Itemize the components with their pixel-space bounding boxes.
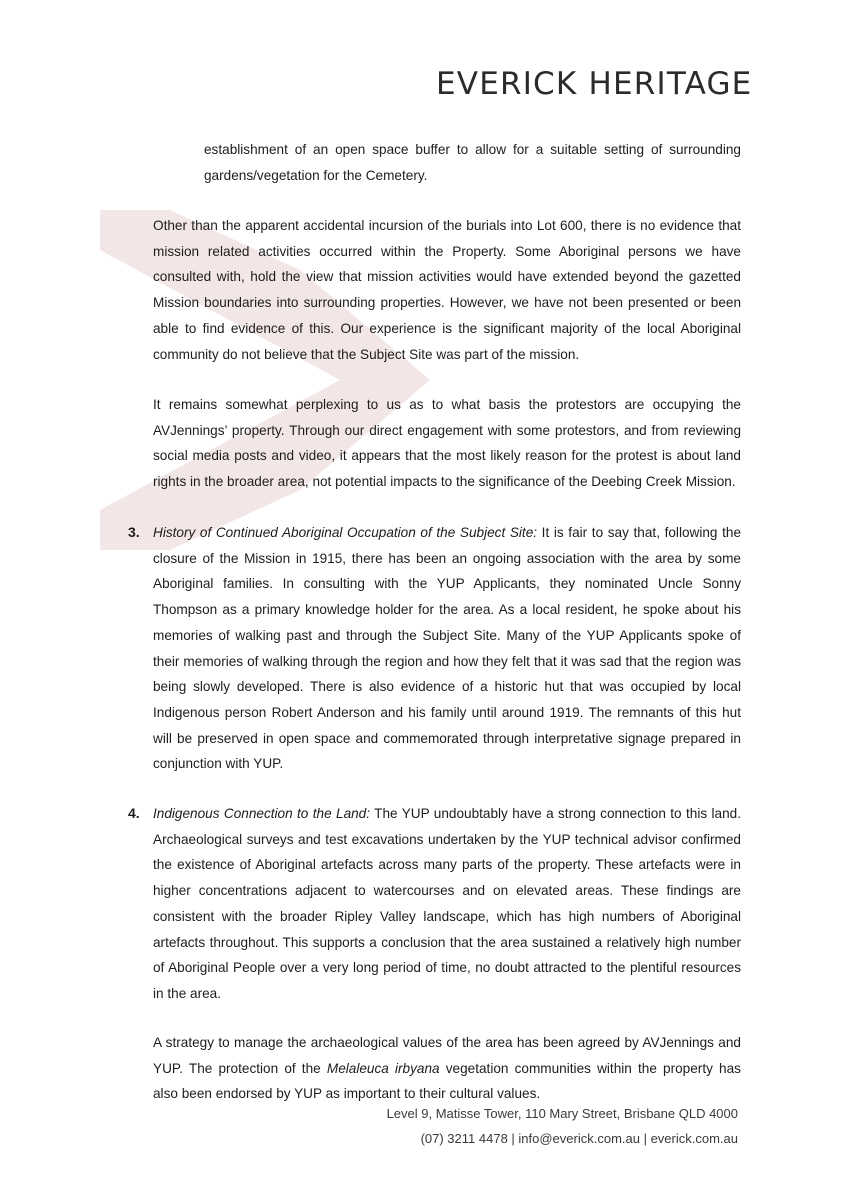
paragraph-protest: It remains somewhat perplexing to us as to what basis the protestors are occupying the AVJennings’ property. Through our direct engagement with some protestors, and from reviewing social media posts and video, it appears that the most likely reason for the protest is about land rights in the broader area, not potential impacts to the significance of the Deebing Creek Mission.	[153, 397, 741, 490]
paragraph-lot-600: Other than the apparent accidental incursion of the burials into Lot 600, there is no evidence that mission related activities occurred within the Property. Some Aboriginal persons we have consulted with, hold the view that mission activities would have extended beyond the gazetted Mission boundaries into surrounding properties. However, we have not been presented or been able to find evidence of this. Our experience is the significant majority of the local Aboriginal community do not believe that the Subject Site was part of the mission.	[153, 218, 741, 362]
list-number-3: 3.	[128, 524, 140, 540]
list-item-3-title: History of Continued Aboriginal Occupation of the Subject Site:	[153, 525, 538, 540]
list-item-3	[153, 520, 741, 777]
list-item-4	[153, 801, 741, 1007]
paragraph-strategy	[153, 1030, 741, 1107]
list-item-4-text: The YUP undoubtably have a strong connection to this land. Archaeological surveys and test excavations undertaken by the YUP technical advisor confirmed the existence of Aboriginal artefacts across many parts of the property. These artefacts were in higher concentrations adjacent to watercourses and on elevated areas. These findings are consistent with the broader Ripley Valley landscape, which has high numbers of Aboriginal artefacts throughout. This supports a conclusion that the area sustained a relatively high number of Aboriginal People over a very long period of time, no doubt attracted to the plentiful resources in the area.	[153, 806, 741, 1001]
strategy-text-after: vegetation communities within the property has also been endorsed by YUP as important to their cultural values.	[153, 1060, 741, 1102]
footer-contact: (07) 3211 4478 | info@everick.com.au | everick.com.au	[420, 1131, 738, 1146]
paragraph-buffer-continuation: establishment of an open space buffer to allow for a suitable setting of surrounding gardens/vegetation for the Cemetery.	[204, 142, 741, 183]
footer-address: Level 9, Matisse Tower, 110 Mary Street, Brisbane QLD 4000	[386, 1106, 738, 1121]
list-item-3-text: It is fair to say that, following the closure of the Mission in 1915, there has been an ongoing association with the area by some Aboriginal families. In consulting with the YUP Applicants, they nominated Uncle Sonny Thompson as a primary knowledge holder for the area. As a local resident, he spoke about his memories of walking past and through the Subject Site. Many of the YUP Applicants spoke of their memories of walking through the region and how they felt that it was sad that the region was being slowly developed. There is also evidence of a historic hut that was occupied by local Indigenous person Robert Anderson and his family until around 1919. The remnants of this hut will be preserved in open space and commemorated through interpretative signage prepared in conjunction with YUP.	[153, 525, 741, 772]
list-item-4-title: Indigenous Connection to the Land:	[153, 806, 371, 821]
company-logo: EVERICK HERITAGE	[436, 66, 753, 102]
strategy-text-before: A strategy to manage the archaeological values of the area has been agreed by AVJennings and YUP. The protection of the	[153, 1035, 741, 1076]
species-name: Melaleuca irbyana	[326, 1060, 440, 1076]
list-number-4: 4.	[128, 805, 140, 821]
